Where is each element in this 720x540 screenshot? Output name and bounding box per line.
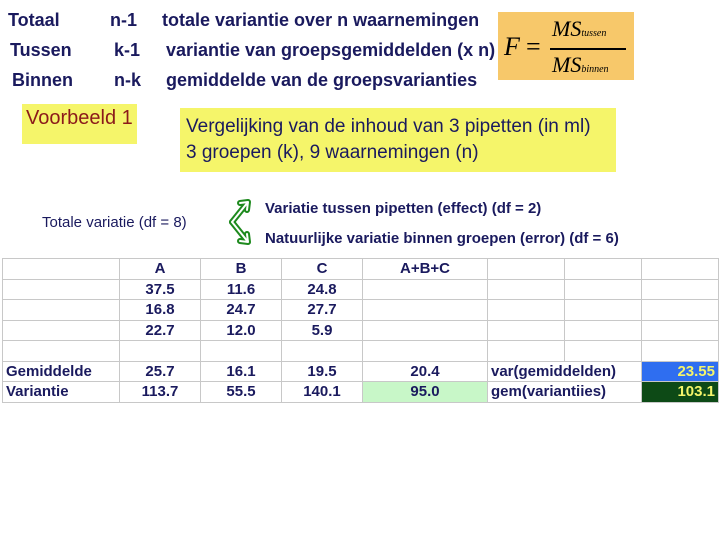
table-cell [3,259,120,280]
mean-c: 19.5 [282,361,363,382]
table-cell [3,341,120,362]
table-cell [363,320,488,341]
table-row-mean [3,361,719,382]
table-cell [565,279,642,300]
table-row [3,279,719,300]
formula-lhs: F [504,32,520,61]
table-cell [488,341,565,362]
variance-abc: 95.0 [363,382,488,403]
row-label-mean: Gemiddelde [3,361,120,382]
between-variation: Variatie tussen pipetten (effect) (df = 2) [265,200,542,217]
header-within-label: Binnen [12,70,73,90]
header-within-desc: gemiddelde van de groepsvarianties [166,70,478,90]
table-cell: 22.7 [120,320,201,341]
table-cell: 11.6 [201,279,282,300]
variance-a: 113.7 [120,382,201,403]
value-var-means: 23.55 [642,361,719,382]
split-arrow-icon [226,196,256,248]
numerator-ms: MS [552,16,582,41]
table-cell [565,341,642,362]
column-header-c: C [282,259,363,280]
table-cell [565,300,642,321]
fraction-bar [550,48,626,50]
table-cell: 24.8 [282,279,363,300]
table-cell: 37.5 [120,279,201,300]
denominator-sub: binnen [581,64,609,75]
example-line-1: Vergelijking van de inhoud van 3 pipetten (in ml) [186,116,591,137]
data-table [2,258,719,403]
table-cell [565,320,642,341]
table-cell [3,300,120,321]
table-cell [565,259,642,280]
table-cell [120,341,201,362]
table-header-row [3,259,719,280]
example-line-2: 3 groepen (k), 9 waarnemingen (n) [186,142,479,163]
mean-abc: 20.4 [363,361,488,382]
table-cell: 12.0 [201,320,282,341]
table-cell [642,341,719,362]
formula-numerator [552,16,606,42]
label-mean-variances: gem(variantiies) [488,382,642,403]
table-cell: 24.7 [201,300,282,321]
table-cell [488,259,565,280]
table-row-variance [3,382,719,403]
variance-b: 55.5 [201,382,282,403]
formula-denominator [552,52,609,78]
table-cell [488,300,565,321]
example-description [180,108,616,172]
variance-c: 140.1 [282,382,363,403]
column-header-a: A [120,259,201,280]
formula-equals: = [526,32,541,61]
mean-a: 25.7 [120,361,201,382]
header-between-desc: variantie van groepsgemiddelden (x n) [166,40,496,60]
table-row [3,320,719,341]
table-cell [642,259,719,280]
table-cell [363,341,488,362]
table-cell [642,279,719,300]
header-between-label: Tussen [10,40,72,60]
table-cell [363,279,488,300]
table-row [3,341,719,362]
total-variation: Totale variatie (df = 8) [42,214,187,231]
label-var-means: var(gemiddelden) [488,361,642,382]
mean-b: 16.1 [201,361,282,382]
table-cell [3,320,120,341]
numerator-sub: tussen [581,28,607,39]
column-header-b: B [201,259,282,280]
within-variation: Natuurlijke variatie binnen groepen (error) (df = 6) [265,230,619,247]
header-between-df: k-1 [114,40,141,60]
table-cell [201,341,282,362]
table-cell [3,279,120,300]
header-total-desc: totale variantie over n waarnemingen [162,10,480,30]
denominator-ms: MS [552,52,582,77]
table-cell [642,320,719,341]
example-label: Voorbeeld 1 [22,104,137,144]
table-cell: 27.7 [282,300,363,321]
row-label-variance: Variantie [3,382,120,403]
header-total-label: Totaal [8,10,60,30]
table-row [3,300,719,321]
header-within-df: n-k [114,70,141,90]
table-cell: 5.9 [282,320,363,341]
table-cell [282,341,363,362]
table-cell [488,279,565,300]
header-total-df: n-1 [110,10,137,30]
table-cell [488,320,565,341]
value-mean-variances: 103.1 [642,382,719,403]
table-cell: 16.8 [120,300,201,321]
f-formula [498,12,634,80]
column-header-abc: A+B+C [363,259,488,280]
table-cell [363,300,488,321]
table-cell [642,300,719,321]
